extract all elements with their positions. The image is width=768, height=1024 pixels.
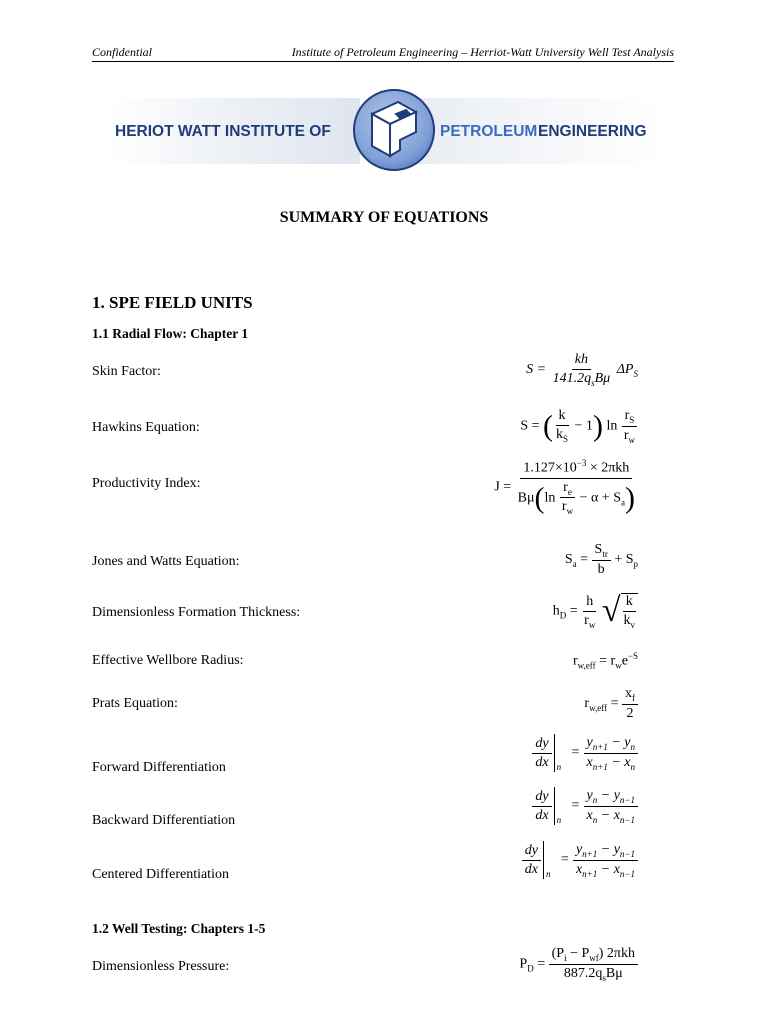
- section-heading-spe: 1. SPE FIELD UNITS: [92, 293, 253, 312]
- banner-petroleum-text: PETROLEUM: [440, 123, 538, 140]
- institute-banner: [110, 86, 660, 176]
- label-dimensionless-pressure: Dimensionless Pressure:: [92, 959, 230, 974]
- label-forward-diff: Forward Differentiation: [92, 760, 226, 775]
- page-title: SUMMARY OF EQUATIONS: [279, 209, 489, 226]
- equation-skin-factor: S = $\frac{kh}{141.2q_sB\mu}$ $\Delta P_S$: [526, 352, 638, 388]
- equation-backward-diff: $\frac{dy}{dx}$ $_n$ = $\frac{y_n - y_{n-1}}{x_n - x_{n-1}}$: [532, 787, 638, 825]
- page-header: [92, 45, 674, 62]
- equation-hawkins: S = ( $\frac{k}{k_S}$ − 1) ln $\frac{r_S}{r_w}$: [520, 408, 638, 445]
- banner-left-text: HERIOT WATT INSTITUTE OF: [115, 123, 331, 140]
- equation-forward-diff: $\frac{dy}{dx}$ $_n$ = $\frac{y_{n+1} - y_n}{x_{n+1} - x_n}$: [532, 734, 638, 772]
- label-prats: Prats Equation:: [92, 696, 178, 711]
- equation-effective-radius: $r_{w,eff} = r_we^{-S}$: [572, 651, 638, 671]
- header-institute: Institute of Petroleum Engineering – Herriot-Watt University Well Test Analysis: [291, 45, 674, 59]
- label-skin-factor: Skin Factor:: [92, 364, 161, 379]
- subsection-well-testing: 1.2 Well Testing: Chapters 1-5: [92, 921, 266, 936]
- equation-jones-watts: $S_a$ = $\frac{S_{tr}}{b}$ + $S_p$: [564, 542, 638, 577]
- label-centered-diff: Centered Differentiation: [92, 867, 229, 882]
- label-effective-radius: Effective Wellbore Radius:: [92, 653, 244, 668]
- label-productivity-index: Productivity Index:: [92, 476, 201, 491]
- label-dimensionless-thickness: Dimensionless Formation Thickness:: [92, 605, 301, 620]
- subsection-radial-flow: 1.1 Radial Flow: Chapter 1: [92, 326, 249, 341]
- banner-engineering-text: ENGINEERING: [538, 123, 647, 140]
- label-jones-watts: Jones and Watts Equation:: [92, 554, 240, 569]
- equation-dimensionless-thickness: $h_D$ = $\frac{h}{r_w}$ √ $\frac{k}{k_v}$: [553, 593, 638, 630]
- equation-prats: $r_{w,eff}$ = $\frac{x_f}{2}$: [584, 686, 638, 722]
- equation-centered-diff: $\frac{dy}{dx}$ $_n$ = $\frac{y_{n+1} - y_{n-1}}{x_{n+1} - x_{n-1}}$: [522, 841, 638, 879]
- equation-dimensionless-pressure: $P_D$ = $\frac{(P_i - P_{wf}) 2\pi kh}{887.2q_sB\mu}$: [519, 946, 638, 983]
- header-confidential: Confidential: [92, 45, 152, 59]
- equation-productivity-index: J = $1.127\times 10^{-3} \times 2\pi kh$ Bμ(ln $\frac{r_e}{r_w}$ − $\alpha + S_a$): [494, 458, 635, 517]
- label-backward-diff: Backward Differentiation: [92, 813, 236, 828]
- label-hawkins: Hawkins Equation:: [92, 420, 200, 435]
- banner-graphic: [110, 86, 660, 176]
